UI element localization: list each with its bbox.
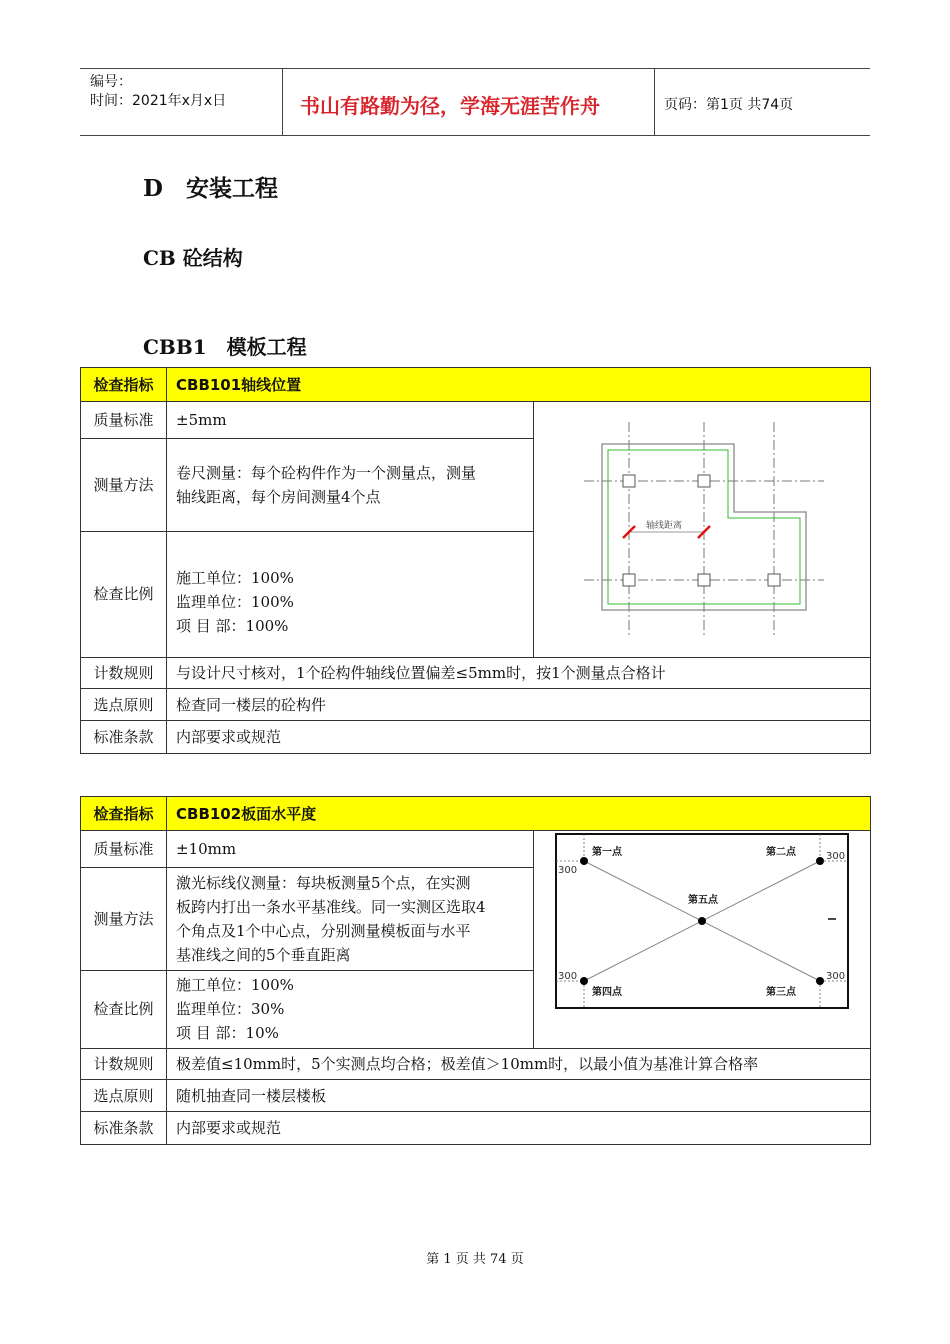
row-label: 标准条款 [81,721,167,754]
motto: 书山有路勤为径，学海无涯苦作舟 [300,94,600,118]
dim-label: 300 [558,971,578,982]
point-label-3: 第三点 [766,987,796,998]
table-row [81,1080,871,1112]
measure-point-1 [580,857,588,865]
dim-label: 300 [826,971,846,982]
text-line: 板跨内打出一条水平基准线。同一实测区选取4 [176,897,486,916]
table-row [81,658,871,689]
head-value: CBB101轴线位置 [167,368,871,402]
point-label-5: 第五点 [688,895,718,906]
date-label: 时间：2021年x月x日 [90,93,227,109]
row-value: 内部要求或规范 [167,721,871,754]
column-marker [768,574,780,586]
row-label: 标准条款 [81,1112,167,1145]
axis-position-diagram [534,402,870,650]
text-line: 个角点及1个中心点，分别测量模板面与水平 [176,921,471,940]
row-value: ±5mm [167,402,534,439]
header-divider-1 [282,68,283,136]
row-value: ±10mm [167,831,534,868]
row-value [167,439,534,532]
subsubsection-heading: CBB1 模板工程 [143,335,307,359]
table-row [81,1112,871,1145]
spec-table-cbb102 [80,796,871,1145]
row-value: 极差值≤10mm时，5个实测点均合格；极差值＞10mm时，以最小值为基准计算合格率 [167,1049,871,1080]
row-label: 选点原则 [81,1080,167,1112]
header-top-rule [80,68,870,69]
column-marker [698,574,710,586]
column-marker [623,574,635,586]
head-value: CBB102板面水平度 [167,797,871,831]
table-head-row [81,797,871,831]
table-row [81,1049,871,1080]
table-head-row [81,368,871,402]
point-label-4: 第四点 [592,987,622,998]
axis-diagram-cell [534,402,871,658]
column-marker [623,475,635,487]
table-row [81,831,871,868]
text-line: 基准线之间的5个垂直距离 [176,945,351,964]
page-footer: 第 1 页 共 74 页 [426,1252,524,1267]
column-marker [698,475,710,487]
flatness-point-diagram [534,831,870,1041]
dim-label: 300 [558,865,578,876]
flatness-diagram-cell [534,831,871,1049]
point-label-2: 第二点 [766,847,796,858]
axis-distance-label: 轴线距离 [646,521,683,531]
row-label: 选点原则 [81,689,167,721]
row-value: 随机抽查同一楼层楼板 [167,1080,871,1112]
measure-point-2 [816,857,824,865]
header-divider-2 [654,68,655,136]
text-line: 监理单位：100% [176,593,294,612]
page-info: 页码：第1页 共74页 [664,97,794,113]
row-label: 测量方法 [81,439,167,532]
row-label: 检查比例 [81,970,167,1048]
measure-point-5 [698,917,706,925]
table-row [81,402,871,439]
row-value: 内部要求或规范 [167,1112,871,1145]
text-line: 监理单位：30% [176,1000,285,1019]
row-label: 计数规则 [81,658,167,689]
text-line: 项 目 部：10% [176,1024,279,1043]
measure-point-3 [816,977,824,985]
serial-label: 编号： [90,74,132,90]
row-label: 质量标准 [81,402,167,439]
head-label: 检查指标 [81,368,167,402]
table-row [81,689,871,721]
section-heading: D 安装工程 [143,175,278,202]
row-label: 检查比例 [81,531,167,657]
row-label: 质量标准 [81,831,167,868]
row-label: 计数规则 [81,1049,167,1080]
text-line: 轴线距离，每个房间测量4个点 [176,487,381,506]
head-label: 检查指标 [81,797,167,831]
point-label-1: 第一点 [592,847,622,858]
header-bottom-rule [80,135,870,136]
spec-table-cbb101 [80,367,871,754]
row-value [167,970,534,1048]
table-row [81,721,871,754]
subsection-heading: CB 砼结构 [143,246,243,270]
row-value: 与设计尺寸核对，1个砼构件轴线位置偏差≤5mm时，按1个测量点合格计 [167,658,871,689]
row-value: 检查同一楼层的砼构件 [167,689,871,721]
text-line: 激光标线仪测量：每块板测量5个点，在实测 [176,873,471,892]
row-value [167,531,534,657]
text-line: 施工单位：100% [176,569,294,588]
text-line: 施工单位：100% [176,976,294,995]
row-value [167,868,534,971]
text-line: 卷尺测量：每个砼构件作为一个测量点，测量 [176,463,477,482]
dim-label: 300 [826,851,846,862]
row-label: 测量方法 [81,868,167,971]
measure-point-4 [580,977,588,985]
text-line: 项 目 部：100% [176,617,289,636]
